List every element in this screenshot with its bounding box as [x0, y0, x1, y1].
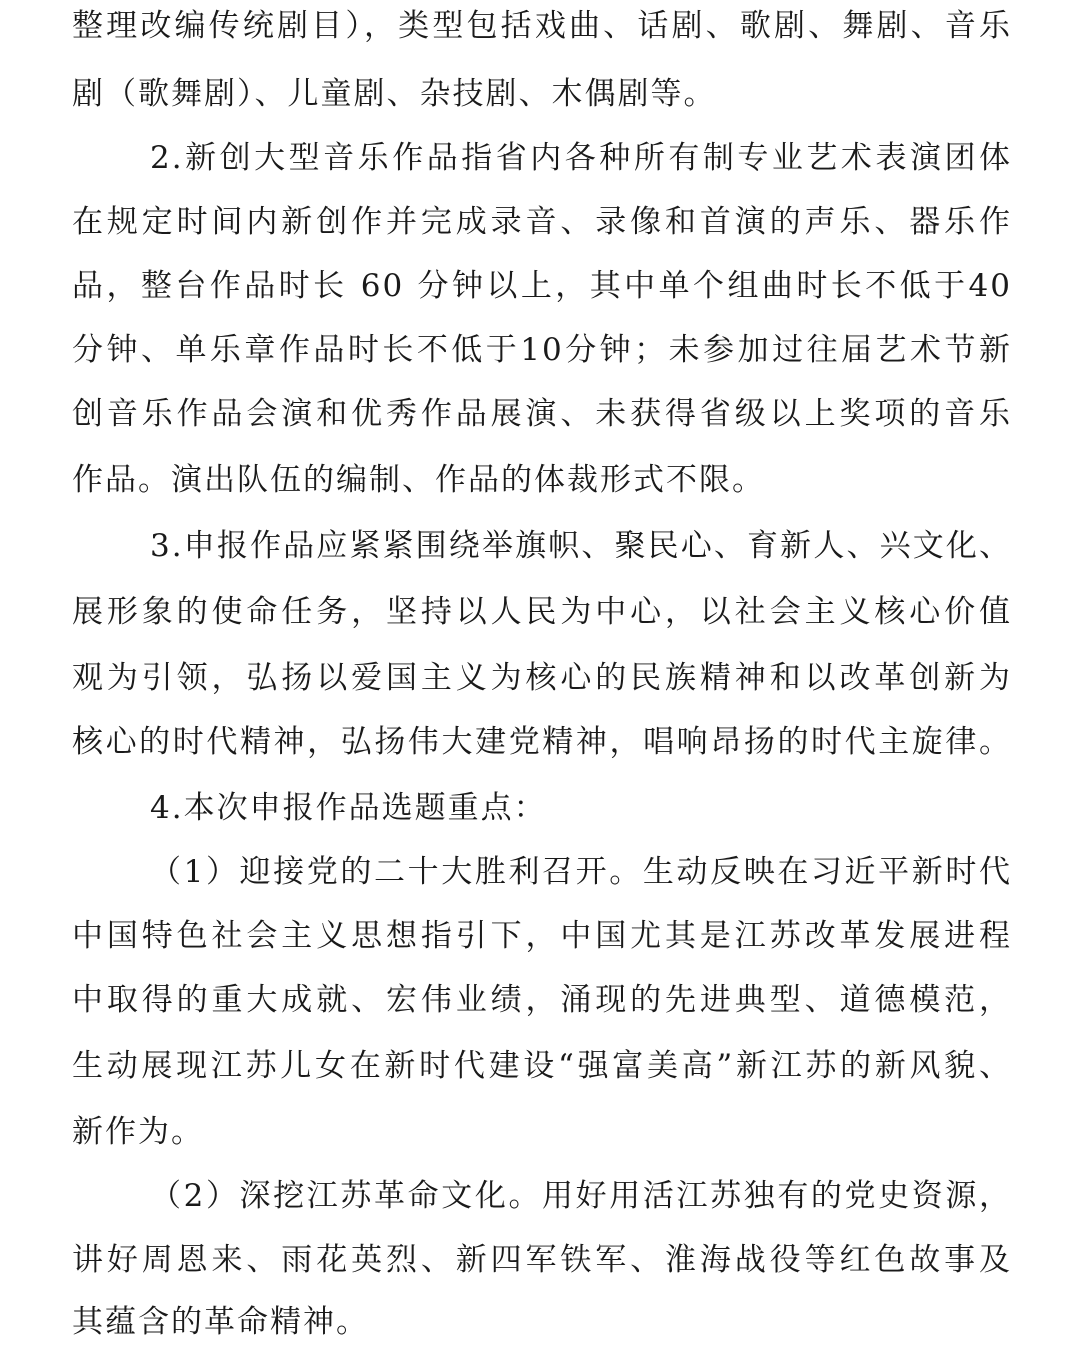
- document-page: [72, 0, 1012, 1348]
- text-line: 作品。演出队伍的编制、作品的体裁形式不限。: [72, 462, 765, 498]
- item-1-first-line: （1）迎接党的二十大胜利召开。生动反映在习近平新时代: [150, 854, 1012, 890]
- item-2-first-line: （2）深挖江苏革命文化。用好用活江苏独有的党史资源，: [150, 1178, 1012, 1214]
- text-line: 剧（歌舞剧）、儿童剧、杂技剧、木偶剧等。: [72, 76, 717, 112]
- text-line: 品，整台作品时长 60 分钟以上，其中单个组曲时长不低于40: [72, 268, 1012, 304]
- text-line: 展形象的使命任务，坚持以人民为中心，以社会主义核心价值: [72, 594, 1012, 630]
- paragraph-2-first-line: 2.新创大型音乐作品指省内各种所有制专业艺术表演团体: [150, 140, 1012, 176]
- text-line: 中取得的重大成就、宏伟业绩，涌现的先进典型、道德模范，: [72, 982, 1012, 1018]
- paragraph-3-first-line: 3.申报作品应紧紧围绕举旗帜、聚民心、育新人、兴文化、: [150, 528, 1012, 564]
- text-line: 分钟、单乐章作品时长不低于10分钟；未参加过往届艺术节新: [72, 332, 1012, 368]
- text-line: 生动展现江苏儿女在新时代建设“强富美高”新江苏的新风貌、: [72, 1048, 1012, 1084]
- text-line: 创音乐作品会演和优秀作品展演、未获得省级以上奖项的音乐: [72, 396, 1012, 432]
- text-line: 核心的时代精神，弘扬伟大建党精神，唱响昂扬的时代主旋律。: [72, 724, 1012, 760]
- text-line: 在规定时间内新创作并完成录音、录像和首演的声乐、器乐作: [72, 204, 1012, 240]
- text-line: 观为引领，弘扬以爱国主义为核心的民族精神和以改革创新为: [72, 660, 1012, 696]
- paragraph-4-heading: 4.本次申报作品选题重点：: [150, 790, 547, 826]
- text-line: 其蕴含的革命精神。: [72, 1304, 369, 1340]
- text-line: 整理改编传统剧目），类型包括戏曲、话剧、歌剧、舞剧、音乐: [72, 8, 1012, 44]
- text-line: 中国特色社会主义思想指引下，中国尤其是江苏改革发展进程: [72, 918, 1012, 954]
- text-line: 新作为。: [72, 1114, 204, 1150]
- text-line: 讲好周恩来、雨花英烈、新四军铁军、淮海战役等红色故事及: [72, 1242, 1012, 1278]
